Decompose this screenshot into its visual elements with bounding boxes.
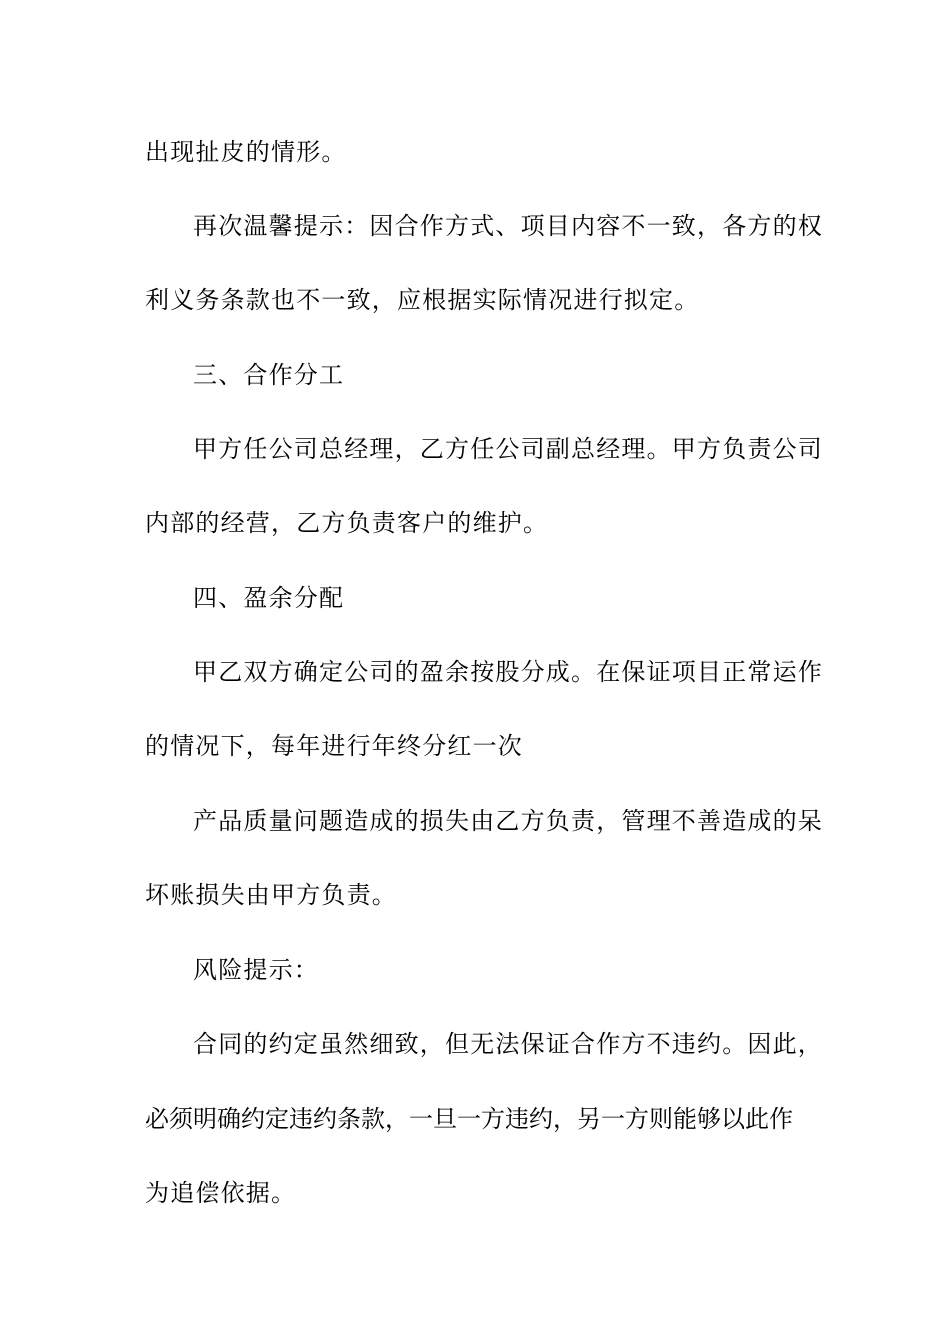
text-line: 出现扯皮的情形。 <box>145 138 347 166</box>
text-line: 产品质量问题造成的损失由乙方负责，管理不善造成的呆 <box>193 807 823 835</box>
text-line: 甲乙双方确定公司的盈余按股分成。在保证项目正常运作 <box>193 658 823 686</box>
text-line: 内部的经营，乙方负责客户的维护。 <box>145 509 549 537</box>
text-line: 合同的约定虽然细致，但无法保证合作方不违约。因此， <box>193 1030 823 1058</box>
text-line: 风险提示： <box>193 956 319 984</box>
section-heading: 三、合作分工 <box>193 361 345 389</box>
text-line: 利义务条款也不一致，应根据实际情况进行拟定。 <box>145 286 700 314</box>
text-line: 为追偿依据。 <box>145 1179 297 1207</box>
text-line: 坏账损失由甲方负责。 <box>145 881 397 909</box>
text-line: 再次温馨提示：因合作方式、项目内容不一致，各方的权 <box>193 212 823 240</box>
section-heading: 四、盈余分配 <box>193 584 345 612</box>
text-line: 甲方任公司总经理，乙方任公司副总经理。甲方负责公司 <box>193 435 823 463</box>
text-line: 必须明确约定违约条款，一旦一方违约，另一方则能够以此作 <box>145 1105 793 1133</box>
text-line: 的情况下，每年进行年终分红一次 <box>145 732 523 760</box>
